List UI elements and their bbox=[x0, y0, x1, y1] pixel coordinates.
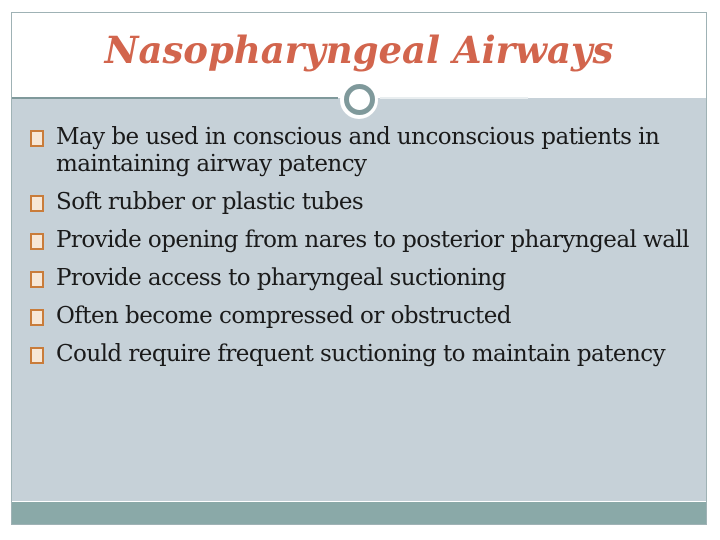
bullet-item bbox=[30, 227, 690, 254]
slide-title: Nasopharyngeal Airways bbox=[104, 28, 614, 72]
bullet-text: Soft rubber or plastic tubes bbox=[56, 189, 364, 215]
bullet-list bbox=[30, 124, 690, 379]
missing-glyph-box-icon bbox=[30, 195, 44, 212]
missing-glyph-box-icon bbox=[30, 130, 44, 147]
bullet-item bbox=[30, 265, 690, 292]
title-divider-left bbox=[12, 97, 338, 99]
bullet-text: May be used in conscious and unconscious patients in maintaining airway patency bbox=[56, 124, 660, 177]
bullet-text: Provide access to pharyngeal suctioning bbox=[56, 265, 506, 291]
missing-glyph-box-icon bbox=[30, 233, 44, 250]
bullet-item bbox=[30, 341, 690, 368]
bullet-text: Provide opening from nares to posterior pharyngeal wall bbox=[56, 227, 689, 253]
missing-glyph-box-icon bbox=[30, 309, 44, 326]
bullet-item bbox=[30, 303, 690, 330]
footer-bar bbox=[12, 502, 706, 524]
missing-glyph-box-icon bbox=[30, 347, 44, 364]
bullet-text: Could require frequent suctioning to maintain patency bbox=[56, 341, 666, 367]
title-divider-right bbox=[380, 97, 528, 99]
bullet-item bbox=[30, 124, 690, 178]
bullet-item bbox=[30, 189, 690, 216]
missing-glyph-box-icon bbox=[30, 271, 44, 288]
bullet-text: Often become compressed or obstructed bbox=[56, 303, 511, 329]
circle-ring-icon bbox=[344, 84, 375, 115]
